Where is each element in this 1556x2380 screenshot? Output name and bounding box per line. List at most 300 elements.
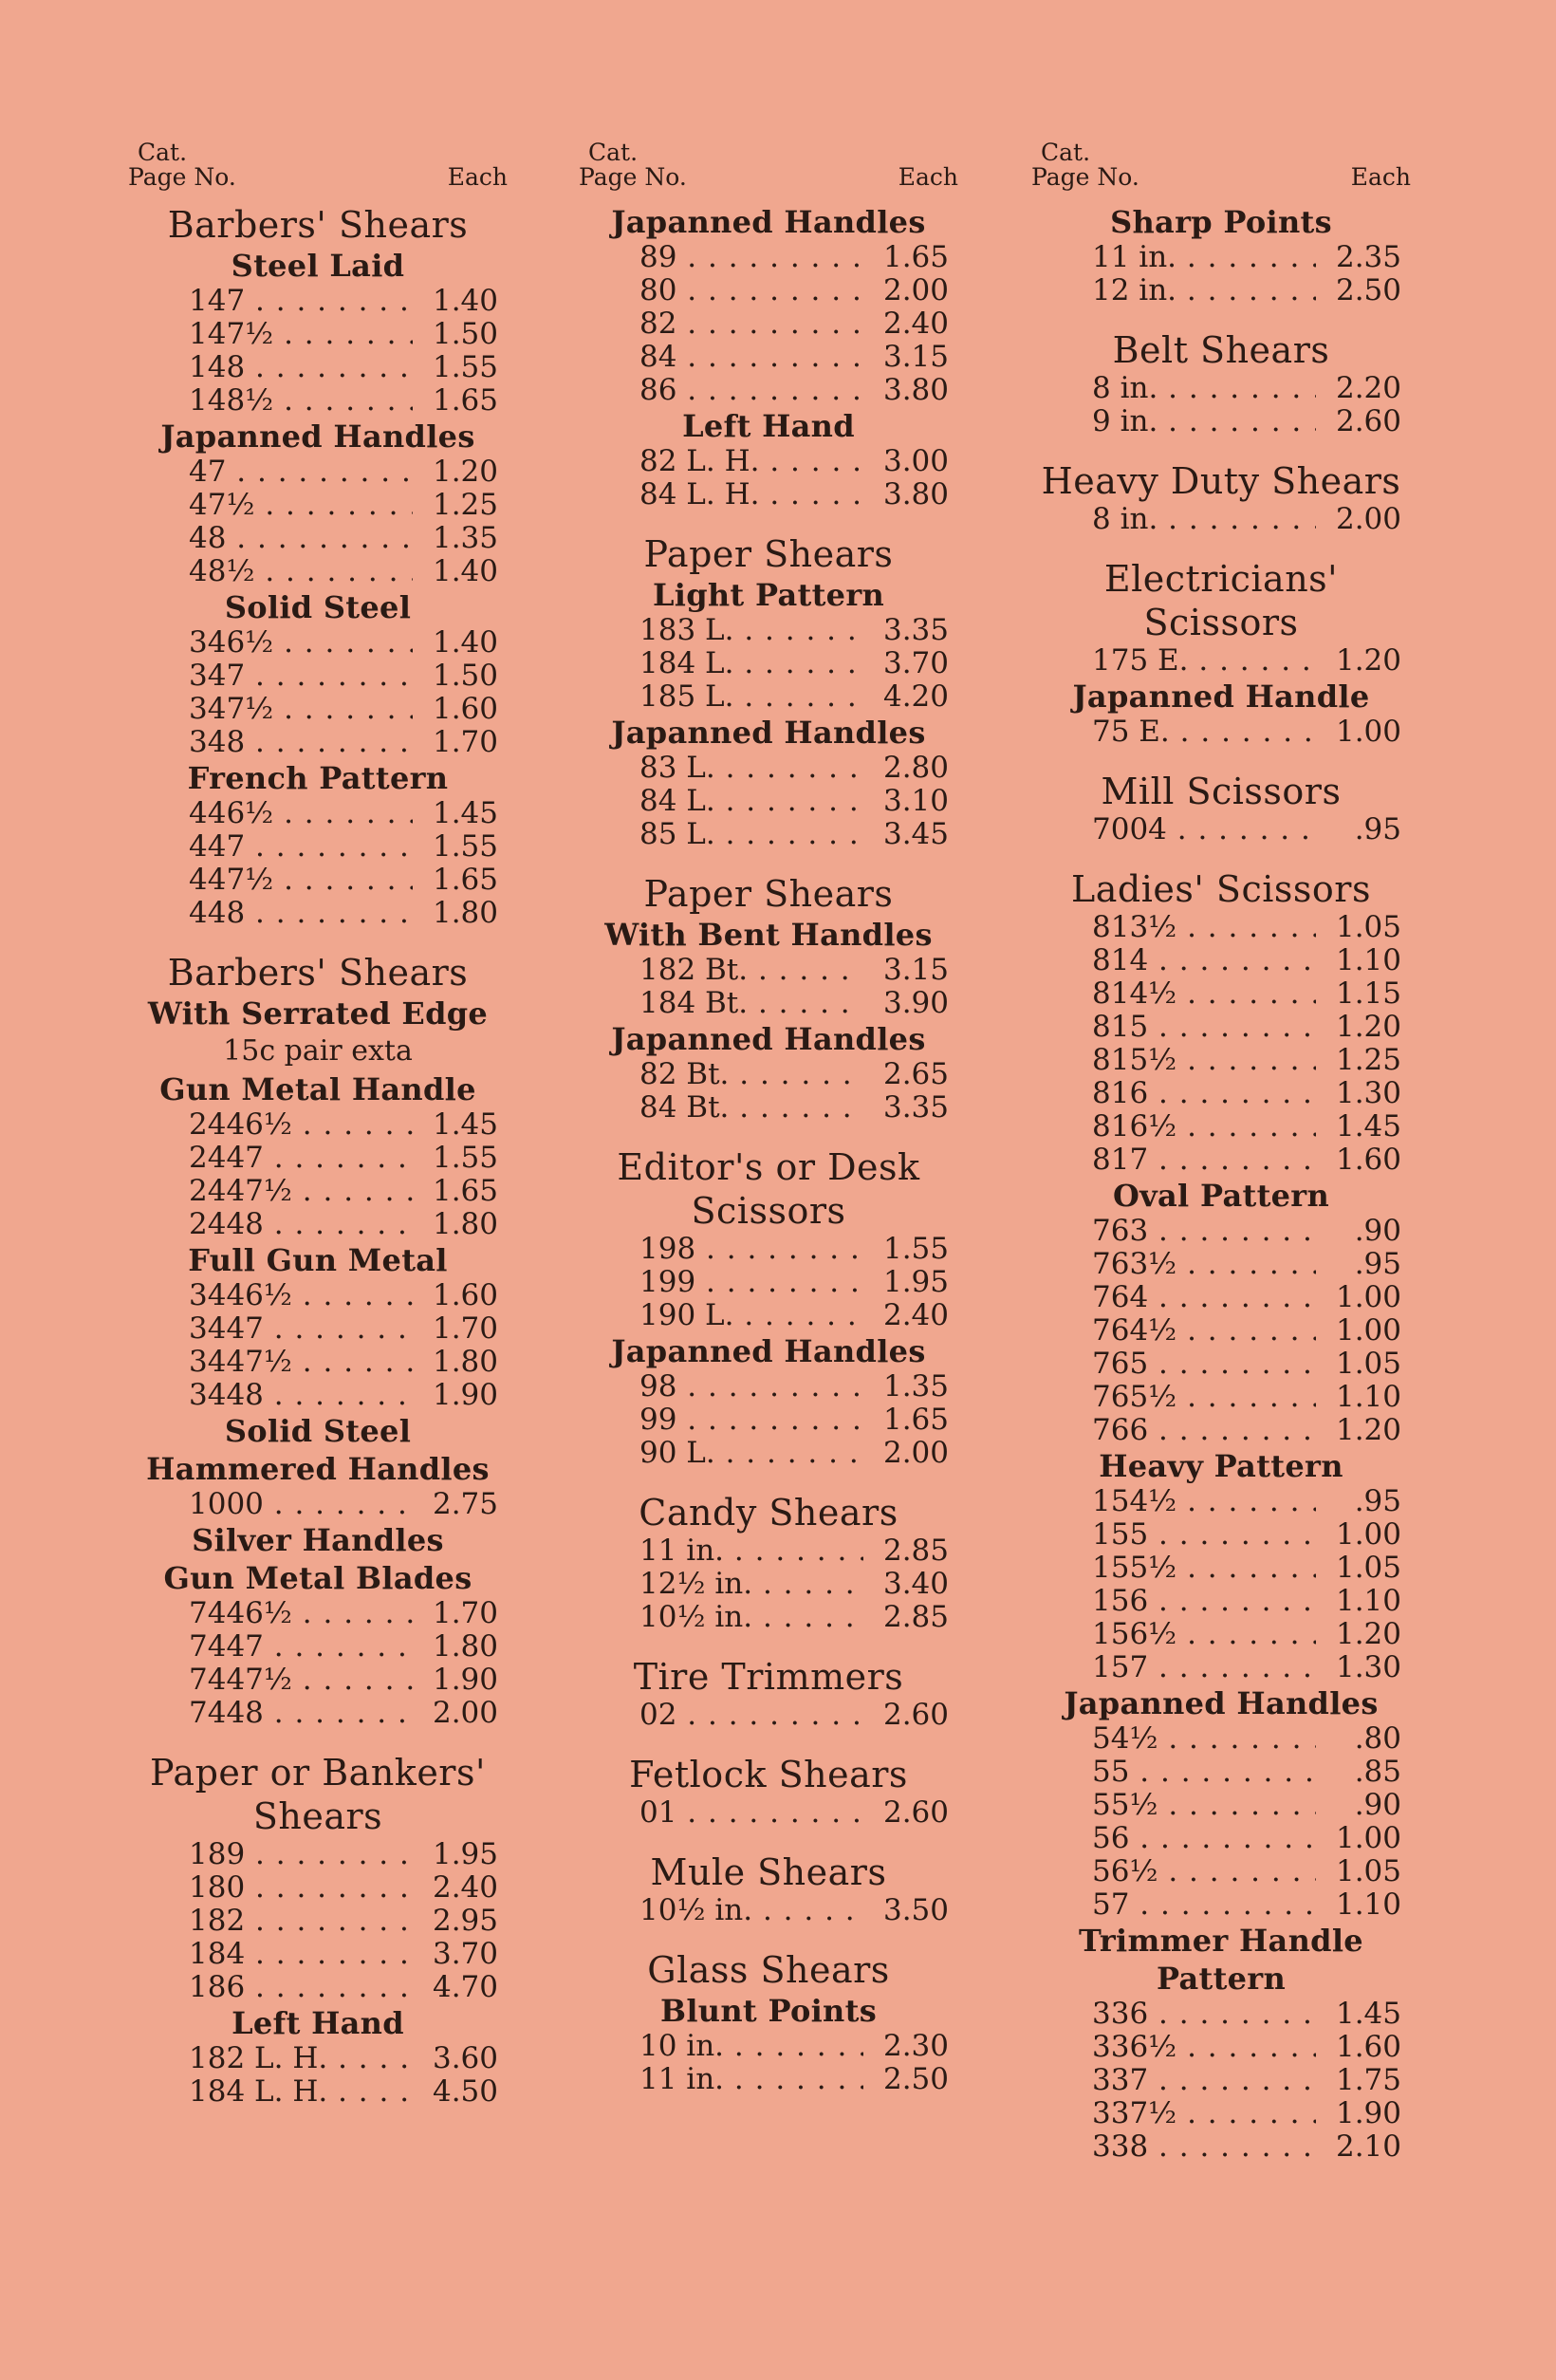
price-row: [1092, 1651, 1401, 1684]
section-title: Mill Scissors: [1101, 771, 1342, 812]
item-price: 1.60: [432, 1278, 498, 1312]
item-price: 1.80: [432, 896, 498, 930]
section-subtitle: With Bent Handles: [604, 917, 933, 953]
section-title: Barbers' Shears: [167, 952, 469, 994]
section-subtitle: With Serrated Edge: [147, 995, 489, 1032]
price-section: [128, 759, 508, 930]
section-spacer: [579, 1927, 958, 1948]
item-code: 180 . . .: [189, 1871, 413, 1905]
item-code: 448 . . .: [189, 897, 413, 930]
item-code: 80 . . .: [639, 274, 863, 307]
price-row: [1092, 1855, 1401, 1888]
price-row: [1092, 1722, 1401, 1756]
section-subtitle: French Pattern: [187, 760, 449, 796]
item-price: 1.25: [1335, 1043, 1401, 1077]
item-price: 1.00: [1335, 1517, 1401, 1552]
item-price: .90: [1354, 1788, 1401, 1822]
item-price: 1.60: [432, 692, 498, 726]
item-price: 2.60: [1335, 404, 1401, 438]
price-section: [1031, 1447, 1411, 1684]
item-price: 2.00: [432, 1696, 498, 1730]
price-section: [128, 203, 508, 418]
item-code: 765 . . .: [1092, 1348, 1316, 1381]
item-price: 3.40: [882, 1567, 949, 1601]
price-row: [189, 1208, 498, 1241]
item-price: 1.80: [432, 1207, 498, 1241]
section-subtitle: Trimmer Handle: [1079, 1923, 1363, 1959]
price-row: [639, 1091, 949, 1125]
item-price: .95: [1354, 1484, 1401, 1518]
section-subtitle-cont: Hammered Handles: [146, 1451, 490, 1487]
column-left: [128, 140, 508, 2109]
item-code: 7447 . . .: [189, 1630, 413, 1664]
section-subtitle: Left Hand: [232, 2005, 404, 2041]
section-spacer: [579, 1470, 958, 1491]
item-price: 1.95: [882, 1265, 949, 1299]
column-middle: [579, 140, 958, 2096]
header-cat-label: Cat.: [138, 139, 188, 166]
item-price: .90: [1354, 1214, 1401, 1248]
price-row: [1092, 1618, 1401, 1651]
price-row: [1092, 1348, 1401, 1381]
item-code: 347½ . . .: [189, 693, 413, 726]
item-price: 2.75: [432, 1487, 498, 1521]
price-row: [189, 1379, 498, 1412]
section-title: Tire Trimmers: [633, 1656, 904, 1698]
price-section: [128, 2004, 508, 2109]
item-price: 3.90: [882, 986, 949, 1020]
item-code: 11 in. . . .: [639, 1534, 863, 1568]
price-row: [1092, 405, 1401, 438]
price-row: [189, 1697, 498, 1730]
item-code: 348 . . .: [189, 726, 413, 759]
price-section: [579, 1020, 958, 1125]
item-price: 1.50: [432, 317, 498, 351]
item-price: 1.90: [432, 1378, 498, 1412]
section-title: Belt Shears: [1112, 329, 1330, 371]
section-subtitle: Solid Steel: [224, 589, 412, 625]
item-code: 98 . . .: [639, 1370, 863, 1404]
item-code: 82 L. H. . . .: [639, 445, 863, 478]
price-section: [579, 1125, 958, 1332]
price-row: [189, 1630, 498, 1664]
header-each-label: Each: [447, 163, 508, 191]
item-code: 10½ in. . . .: [639, 1894, 863, 1927]
item-price: 1.65: [882, 240, 949, 274]
price-row: [189, 2042, 498, 2075]
item-code: 199 . . .: [639, 1266, 863, 1299]
item-price: 2.80: [882, 751, 949, 785]
item-code: 84 . . .: [639, 341, 863, 374]
item-code: 83 L. . . .: [639, 752, 863, 785]
section-subtitle: Japanned Handles: [160, 418, 475, 455]
item-code: 55½ . . .: [1092, 1789, 1316, 1822]
price-row: [639, 1370, 949, 1404]
item-code: 346½ . . .: [189, 626, 413, 660]
price-row: [639, 752, 949, 785]
price-row: [1092, 716, 1401, 749]
price-row: [1092, 977, 1401, 1011]
price-section: [579, 1470, 958, 1634]
item-code: 12½ in. . . .: [639, 1568, 863, 1601]
item-price: 1.10: [1335, 1380, 1401, 1414]
section-subtitle: Solid Steel: [224, 1413, 412, 1449]
item-price: 4.20: [882, 679, 949, 714]
price-row: [639, 1299, 949, 1332]
item-code: 184 L. H. . . .: [189, 2075, 413, 2109]
price-row: [1092, 241, 1401, 274]
section-spacer: [579, 511, 958, 532]
item-code: 763 . . .: [1092, 1215, 1316, 1248]
item-code: 182 L. H. . . .: [189, 2042, 413, 2075]
price-row: [1092, 1789, 1401, 1822]
price-section: [128, 930, 508, 1241]
item-price: 2.00: [882, 1436, 949, 1470]
item-code: 10½ in. . . .: [639, 1601, 863, 1634]
item-price: 1.30: [1335, 1076, 1401, 1110]
section-spacer: [579, 1830, 958, 1850]
price-row: [189, 1279, 498, 1312]
item-price: 1.80: [432, 1629, 498, 1664]
price-row: [1092, 1585, 1401, 1618]
item-price: 1.25: [432, 488, 498, 522]
price-row: [1092, 372, 1401, 405]
item-code: 85 L. . . .: [639, 818, 863, 851]
item-code: 48½ . . .: [189, 555, 413, 588]
price-section: [1031, 846, 1411, 1177]
price-row: [639, 1601, 949, 1634]
price-row: [189, 2075, 498, 2109]
item-code: 2446½ . . .: [189, 1108, 413, 1142]
price-row: [1092, 1998, 1401, 2031]
price-row: [1092, 1756, 1401, 1789]
item-price: 2.35: [1335, 240, 1401, 274]
item-code: 8 in. . . .: [1092, 372, 1316, 405]
item-price: 1.75: [1335, 2063, 1401, 2097]
price-section: [1031, 749, 1411, 846]
section-subtitle-cont: Gun Metal Blades: [163, 1560, 472, 1596]
price-row: [1092, 1248, 1401, 1281]
price-row: [189, 1142, 498, 1175]
item-price: 1.80: [432, 1345, 498, 1379]
price-row: [189, 351, 498, 384]
item-code: 84 L. . . .: [639, 785, 863, 818]
price-section: [579, 1830, 958, 1927]
item-price: 2.10: [1335, 2129, 1401, 2164]
section-subtitle: Japanned Handles: [611, 204, 926, 240]
item-code: 82 . . .: [639, 307, 863, 341]
item-price: 2.40: [432, 1870, 498, 1905]
item-code: 336½ . . .: [1092, 2031, 1316, 2064]
item-code: 184 . . .: [189, 1938, 413, 1971]
price-section: [579, 1927, 958, 2096]
item-price: 3.00: [882, 444, 949, 478]
item-code: 10 in. . . .: [639, 2030, 863, 2063]
item-code: 7448 . . .: [189, 1697, 413, 1730]
item-price: 1.55: [432, 350, 498, 384]
section-title-cont: Shears: [252, 1795, 383, 1837]
price-row: [189, 285, 498, 318]
price-row: [639, 341, 949, 374]
price-row: [1092, 1144, 1401, 1177]
item-code: 54½ . . .: [1092, 1722, 1316, 1756]
section-subtitle: Light Pattern: [652, 577, 885, 613]
price-row: [639, 1568, 949, 1601]
item-price: 1.70: [432, 1311, 498, 1346]
price-section: [1031, 1684, 1411, 1922]
item-price: 4.50: [432, 2074, 498, 2109]
section-title-cont: Scissors: [1143, 602, 1299, 643]
price-row: [1092, 944, 1401, 977]
price-row: [1092, 2130, 1401, 2164]
price-row: [189, 1312, 498, 1346]
price-row: [189, 1838, 498, 1871]
price-row: [189, 555, 498, 588]
section-title-cont: Scissors: [691, 1190, 846, 1232]
section-subtitle: Japanned Handles: [611, 715, 926, 751]
item-code: 84 Bt. . . .: [639, 1091, 863, 1125]
item-code: 814 . . .: [1092, 944, 1316, 977]
section-title: Fetlock Shears: [629, 1754, 908, 1795]
price-row: [189, 318, 498, 351]
item-price: 1.20: [432, 455, 498, 489]
item-code: 182 Bt. . . .: [639, 954, 863, 987]
price-row: [1092, 1485, 1401, 1518]
header-each-label: Each: [898, 163, 958, 191]
price-section: [579, 203, 958, 407]
section-subtitle: Left Hand: [682, 408, 855, 444]
item-code: 813½ . . .: [1092, 911, 1316, 944]
item-code: 3446½ . . .: [189, 1279, 413, 1312]
item-price: 1.70: [432, 725, 498, 759]
item-code: 01 . . .: [639, 1796, 863, 1830]
price-section: [579, 407, 958, 511]
item-price: 1.00: [1335, 715, 1401, 749]
item-price: 1.05: [1335, 1854, 1401, 1888]
item-price: 2.85: [882, 1600, 949, 1634]
price-row: [639, 1266, 949, 1299]
price-row: [189, 797, 498, 830]
price-row: [639, 954, 949, 987]
item-code: 154½ . . .: [1092, 1485, 1316, 1518]
item-code: 57 . . .: [1092, 1888, 1316, 1922]
item-code: 47½ . . .: [189, 489, 413, 522]
item-price: 1.05: [1335, 910, 1401, 944]
item-price: 2.65: [882, 1057, 949, 1091]
section-title: Electricians': [1103, 558, 1339, 600]
price-row: [639, 1233, 949, 1266]
price-row: [639, 1796, 949, 1830]
item-code: 184 L. . . .: [639, 647, 863, 680]
column-right: [1031, 140, 1411, 2164]
item-price: 3.45: [882, 817, 949, 851]
item-code: 56 . . .: [1092, 1822, 1316, 1855]
item-price: 1.00: [1335, 1280, 1401, 1314]
item-code: 89 . . .: [639, 241, 863, 274]
item-code: 3447½ . . .: [189, 1346, 413, 1379]
price-row: [639, 2063, 949, 2096]
column-header: [1031, 140, 1411, 195]
price-row: [639, 478, 949, 511]
price-row: [1092, 274, 1401, 307]
price-row: [639, 1534, 949, 1568]
price-row: [1092, 1552, 1401, 1585]
price-row: [639, 374, 949, 407]
section-subtitle: Steel Laid: [231, 248, 405, 284]
price-row: [189, 660, 498, 693]
item-price: 1.95: [432, 1837, 498, 1871]
price-section: [1031, 203, 1411, 307]
price-row: [1092, 1518, 1401, 1552]
item-price: 2.40: [882, 307, 949, 341]
price-section: [1031, 536, 1411, 678]
item-price: 1.55: [882, 1232, 949, 1266]
item-code: 147 . . .: [189, 285, 413, 318]
price-row: [189, 522, 498, 555]
section-title: Barbers' Shears: [167, 204, 469, 246]
item-price: 1.10: [1335, 943, 1401, 977]
item-price: 3.10: [882, 784, 949, 818]
header-cat-label: Cat.: [1041, 139, 1091, 166]
item-price: 4.70: [432, 1970, 498, 2004]
price-row: [189, 384, 498, 418]
section-title: Paper or Bankers': [150, 1752, 486, 1794]
item-code: 764 . . .: [1092, 1281, 1316, 1314]
section-subtitle: Sharp Points: [1110, 204, 1332, 240]
price-row: [639, 241, 949, 274]
item-price: 1.20: [1335, 1617, 1401, 1651]
price-section: [579, 1732, 958, 1830]
item-code: 148 . . .: [189, 351, 413, 384]
item-code: 3447 . . .: [189, 1312, 413, 1346]
header-each-label: Each: [1350, 163, 1411, 191]
item-code: 9 in. . . .: [1092, 405, 1316, 438]
section-subtitle: Japanned Handle: [1072, 679, 1370, 715]
section-subtitle: Japanned Handles: [1064, 1685, 1379, 1721]
price-row: [1092, 1110, 1401, 1144]
item-code: 47 . . .: [189, 456, 413, 489]
item-code: 765½ . . .: [1092, 1381, 1316, 1414]
price-row: [1092, 1314, 1401, 1348]
section-title: Candy Shears: [639, 1492, 898, 1534]
price-row: [1092, 1215, 1401, 1248]
section-title: Ladies' Scissors: [1071, 868, 1371, 910]
price-row: [639, 987, 949, 1020]
price-row: [1092, 911, 1401, 944]
price-row: [1092, 2064, 1401, 2097]
item-price: 3.15: [882, 340, 949, 374]
section-spacer: [1031, 749, 1411, 770]
price-row: [639, 445, 949, 478]
column-header: [128, 140, 508, 195]
item-price: 2.00: [882, 273, 949, 307]
price-row: [1092, 1888, 1401, 1922]
price-row: [1092, 1381, 1401, 1414]
item-price: 3.50: [882, 1893, 949, 1927]
item-price: 1.40: [432, 625, 498, 660]
item-code: 156 . . .: [1092, 1585, 1316, 1618]
item-price: 1.60: [1335, 1143, 1401, 1177]
item-code: 815½ . . .: [1092, 1044, 1316, 1077]
section-title: Paper Shears: [643, 533, 894, 575]
price-section: [579, 1634, 958, 1732]
price-row: [189, 693, 498, 726]
item-price: 2.95: [432, 1904, 498, 1938]
item-price: 1.70: [432, 1596, 498, 1630]
price-section: [128, 588, 508, 759]
price-row: [189, 1938, 498, 1971]
item-price: 2.40: [882, 1298, 949, 1332]
price-row: [639, 1894, 949, 1927]
item-price: 2.30: [882, 2029, 949, 2063]
item-code: 182 . . .: [189, 1905, 413, 1938]
price-row: [1092, 813, 1401, 846]
item-price: 3.80: [882, 373, 949, 407]
item-price: 1.55: [432, 1141, 498, 1175]
price-row: [639, 785, 949, 818]
item-code: 7004 . . .: [1092, 813, 1316, 846]
price-row: [639, 680, 949, 714]
item-code: 48 . . .: [189, 522, 413, 555]
price-row: [639, 1699, 949, 1732]
item-code: 157 . . .: [1092, 1651, 1316, 1684]
price-row: [1092, 1281, 1401, 1314]
item-price: .80: [1354, 1721, 1401, 1756]
price-section: [128, 1730, 508, 2004]
item-code: 766 . . .: [1092, 1414, 1316, 1447]
item-code: 190 L. . . .: [639, 1299, 863, 1332]
item-code: 148½ . . .: [189, 384, 413, 418]
item-price: 1.65: [432, 1174, 498, 1208]
item-code: 11 in. . . .: [639, 2063, 863, 2096]
item-price: 1.40: [432, 284, 498, 318]
item-price: 2.00: [1335, 502, 1401, 536]
section-subtitle: Japanned Handles: [611, 1333, 926, 1369]
item-code: 75 E. . . .: [1092, 716, 1316, 749]
item-code: 347 . . .: [189, 660, 413, 693]
item-price: 1.45: [1335, 1997, 1401, 2031]
price-section: [1031, 307, 1411, 438]
item-price: 1.90: [432, 1663, 498, 1697]
price-section: [1031, 1922, 1411, 2164]
price-row: [189, 1871, 498, 1905]
item-code: 2447 . . .: [189, 1142, 413, 1175]
price-row: [189, 1971, 498, 2004]
price-row: [639, 1437, 949, 1470]
item-code: 11 in. . . .: [1092, 241, 1316, 274]
price-section: [1031, 1177, 1411, 1447]
section-subtitle: Heavy Pattern: [1099, 1448, 1343, 1484]
item-code: 147½ . . .: [189, 318, 413, 351]
price-row: [189, 830, 498, 864]
item-code: 447½ . . .: [189, 864, 413, 897]
column-header: [579, 140, 958, 195]
section-subtitle: Silver Handles: [192, 1522, 444, 1558]
section-subtitle: Blunt Points: [659, 1993, 878, 2029]
item-code: 184 Bt. . . .: [639, 987, 863, 1020]
item-price: 1.20: [1335, 1413, 1401, 1447]
section-subtitle-cont: Pattern: [1156, 1961, 1287, 1997]
item-code: 2447½ . . .: [189, 1175, 413, 1208]
price-row: [639, 614, 949, 647]
section-title: Glass Shears: [647, 1949, 890, 1991]
price-section: [1031, 438, 1411, 536]
section-title: Heavy Duty Shears: [1041, 460, 1401, 502]
item-code: 446½ . . .: [189, 797, 413, 830]
item-code: 189 . . .: [189, 1838, 413, 1871]
price-row: [639, 1058, 949, 1091]
item-price: 1.20: [1335, 643, 1401, 678]
